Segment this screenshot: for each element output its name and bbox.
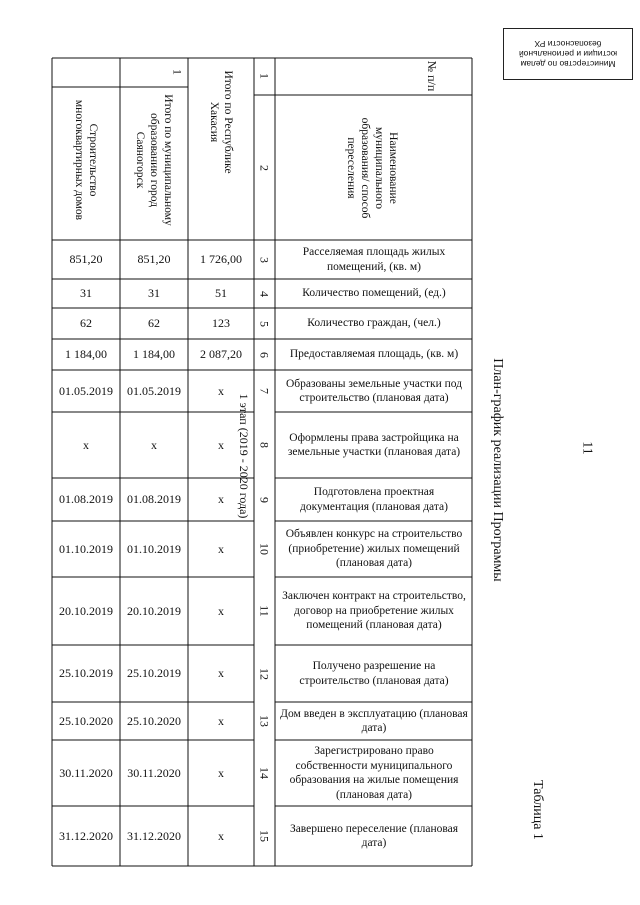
total-mo-value: 30.11.2020 — [127, 765, 181, 780]
construction-value: 62 — [80, 316, 92, 330]
row-number: 14 — [257, 767, 272, 779]
total-mo-value: 01.10.2019 — [127, 541, 181, 556]
total-rk-value: x — [218, 383, 224, 398]
col-number-2: 2 — [257, 165, 272, 171]
total-mo-value: 851,20 — [137, 252, 171, 266]
row-label: Завершено переселение (плановая дата) — [289, 822, 459, 849]
stamp-line: безопасности РХ — [534, 39, 602, 49]
name-header: Наименование муниципального образования/ способ переселения — [345, 117, 399, 219]
construction-value: 01.08.2019 — [59, 492, 113, 506]
stamp-line: юстиции и региональной — [518, 49, 618, 59]
no-header: № п/п — [425, 60, 439, 92]
stamp-line: Министерство по делам — [520, 59, 616, 69]
col-number-1: 1 — [257, 73, 272, 79]
total-rk-value: 51 — [215, 286, 227, 300]
total-rk-value: x — [218, 603, 224, 618]
total-mo-value: 62 — [148, 316, 160, 330]
total-mo-value: 25.10.2020 — [127, 713, 181, 728]
total-mo-value: 31 — [148, 286, 160, 300]
row-number: 13 — [257, 715, 272, 727]
total-mo-header: Итого по муниципальному образованию город Саяногорск — [134, 94, 174, 226]
total-mo-value: 25.10.2019 — [127, 666, 181, 680]
row-number: 3 — [257, 256, 272, 263]
total-rk-value: 123 — [212, 316, 230, 330]
row-number: 4 — [257, 290, 272, 297]
construction-header: Строительство многоквартирных домов — [73, 99, 99, 221]
total-rk-value: x — [218, 437, 224, 452]
total-rk-header: Итого по Республике Хакасия — [208, 70, 234, 174]
construction-value: 31.12.2020 — [59, 828, 113, 843]
row-label: Подготовлена проектная документация (плановая дата) — [300, 486, 448, 513]
total-rk-value: x — [218, 541, 224, 556]
row-label: Объявлен конкурс на строительство (приобретение) жилых помещений (плановая дата) — [285, 528, 463, 570]
construction-value: 25.10.2020 — [59, 713, 113, 728]
ministry-stamp — [503, 28, 633, 80]
row-number: 8 — [257, 442, 272, 448]
page-number: 11 — [579, 441, 595, 455]
row-label: Зарегистрировано право собственности муниципального образования на жилые помещения (плановая дата) — [289, 745, 459, 801]
row-label: Расселяемая площадь жилых помещений, (кв. м) — [302, 246, 446, 273]
construction-value: 25.10.2019 — [59, 666, 113, 680]
total-rk-value: 1 726,00 — [200, 252, 242, 266]
row-label: Оформлены права застройщика на земельные участки (плановая дата) — [287, 431, 461, 458]
row-number: 15 — [257, 830, 272, 842]
construction-value: 30.11.2020 — [59, 765, 113, 780]
row-label: Предоставляемая площадь, (кв. м) — [289, 348, 459, 361]
total-mo-value: 01.08.2019 — [127, 492, 181, 506]
total-mo-value: 01.05.2019 — [127, 383, 181, 398]
total-mo-value: 1 184,00 — [133, 347, 175, 361]
table-label: Таблица 1 — [530, 780, 545, 840]
row-label: Образованы земельные участки под строительство (плановая дата) — [285, 377, 463, 404]
construction-value: x — [83, 437, 89, 452]
total-rk-value: x — [218, 713, 224, 728]
row-number: 7 — [257, 388, 272, 394]
total-mo-value: 31.12.2020 — [127, 828, 181, 843]
construction-value: 01.05.2019 — [59, 383, 113, 398]
total-rk-value: x — [218, 765, 224, 780]
total-col-number: 1 — [170, 69, 185, 75]
row-label: Дом введен в эксплуатацию (плановая дата) — [280, 707, 468, 734]
total-rk-value: x — [218, 492, 224, 506]
total-mo-value: x — [151, 437, 157, 452]
stage-label: 1 этап (2019 - 2020 года) — [237, 393, 251, 519]
total-mo-value: 20.10.2019 — [127, 603, 181, 618]
row-number: 10 — [257, 543, 272, 555]
row-number: 6 — [257, 351, 272, 358]
total-rk-value: x — [218, 828, 224, 843]
page-title: План-график реализации Программы — [490, 358, 505, 582]
row-label: Заключен контракт на строительство, договор на приобретение жилых помещений (плановая дата) — [282, 590, 466, 632]
row-number: 11 — [257, 605, 272, 617]
construction-value: 1 184,00 — [65, 347, 107, 361]
row-number: 12 — [257, 667, 272, 680]
row-label: Получено разрешение на строительство (плановая дата) — [299, 660, 449, 687]
total-rk-value: 2 087,20 — [200, 347, 242, 361]
construction-value: 20.10.2019 — [59, 603, 113, 618]
row-number: 9 — [257, 496, 272, 503]
total-rk-value: x — [218, 666, 224, 680]
construction-value: 851,20 — [69, 252, 103, 266]
row-label: Количество граждан, (чел.) — [307, 317, 441, 330]
construction-value: 31 — [80, 286, 92, 300]
row-number: 5 — [257, 320, 272, 327]
construction-value: 01.10.2019 — [59, 541, 113, 556]
row-label: Количество помещений, (ед.) — [302, 287, 446, 300]
